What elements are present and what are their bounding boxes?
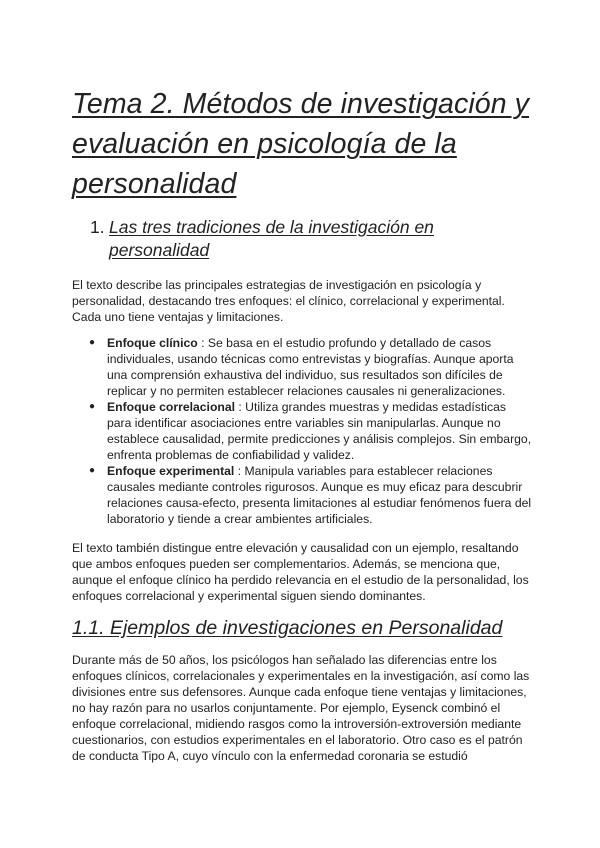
list-item-text: : Se basa en el estudio profundo y detallado de casos individuales, usando técnicas como entrevistas y biografías. Aunque aporta una comprensión exhaustiva del individuo, sus resultados son difíciles de replicar y no permiten establecer relaciones causales ni generalizaciones. bbox=[107, 336, 514, 398]
paragraph-2: El texto también distingue entre elevación y causalidad con un ejemplo, resaltando que ambos enfoques pueden ser complementarios. Además, se menciona que, aunque el enfoque clínico ha perdido relevancia en el estudio de la personalidad, los enfoques correlacional y experimental siguen siendo dominantes. bbox=[72, 541, 529, 603]
list-item bbox=[72, 463, 532, 527]
bullet-icon: ● bbox=[89, 401, 96, 412]
list-item-text: : Utiliza grandes muestras y medidas estadísticas para identificar asociaciones entre variables sin manipularlas. Aunque no establece causalidad, permite predicciones y análisis complejos. Sin embargo, enfrenta problemas de confiabilidad y validez. bbox=[107, 400, 532, 462]
section-heading-1-1: 1.1. Ejemplos de investigaciones en Personalidad bbox=[72, 617, 503, 639]
section-heading-text: Las tres tradiciones de la investigación en personalidad bbox=[109, 217, 434, 260]
list-item bbox=[72, 399, 532, 463]
list-item-term: Enfoque clínico bbox=[107, 336, 198, 350]
bullet-icon: ● bbox=[89, 337, 96, 348]
approaches-list bbox=[72, 335, 532, 527]
list-item bbox=[72, 335, 532, 399]
document-title: Tema 2. Métodos de investigación y evaluación en psicología de la personalidad bbox=[72, 88, 530, 200]
intro-paragraph: El texto describe las principales estrategias de investigación en psicología y personalidad, destacando tres enfoques: el clínico, correlacional y experimental. Cada uno tiene ventajas y limitaciones. bbox=[72, 278, 505, 324]
section-heading-1 bbox=[90, 216, 520, 262]
list-item-text: : Manipula variables para establecer relaciones causales mediante controles rigurosos. Aunque es muy eficaz para descubrir relaciones causa-efecto, presenta limitaciones al estudiar fenómenos fuera del laboratorio y tiende a crear ambientes artificiales. bbox=[107, 464, 532, 526]
list-item-term: Enfoque experimental bbox=[107, 464, 235, 478]
section-number: 1. bbox=[90, 217, 105, 237]
list-item-term: Enfoque correlacional bbox=[107, 400, 235, 414]
bullet-icon: ● bbox=[89, 465, 96, 476]
paragraph-3: Durante más de 50 años, los psicólogos han señalado las diferencias entre los enfoques clínicos, correlacionales y experimentales en la investigación, así como las divisiones entre sus defensores. Aunque cada enfoque tiene ventajas y limitaciones, no hay razón para no usarlos conjuntamente. Por ejemplo, Eysenck combinó el enfoque correlacional, midiendo rasgos como la introversión-extroversión mediante cuestionarios, con estudios experimentales en el laboratorio. Otro caso es el patrón de conducta Tipo A, cuyo vínculo con la enfermedad coronaria se estudió bbox=[72, 653, 530, 763]
